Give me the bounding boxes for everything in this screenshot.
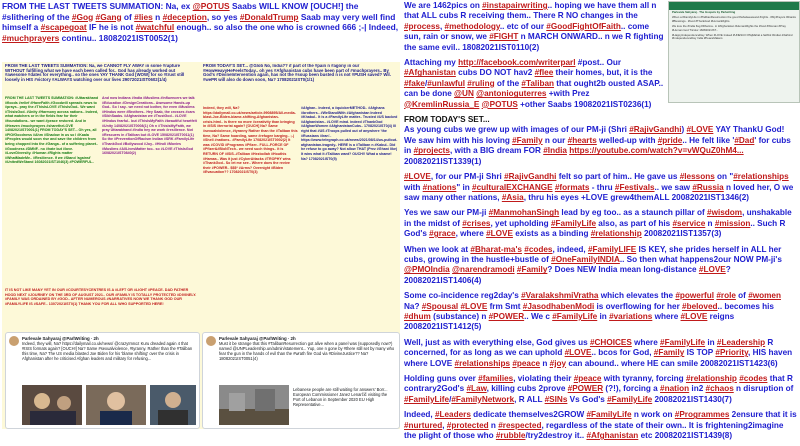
left-headline: [2, 1, 400, 43]
para-text: .. becomes his: [717, 301, 774, 311]
para-text: etc 20082021IST1439(8): [638, 431, 733, 441]
hashtag-link[interactable]: #Asia: [501, 192, 524, 202]
hashtag-link[interactable]: #Russia: [692, 182, 724, 192]
hashtag-link[interactable]: #instapairwriting: [482, 1, 548, 10]
para-text: , for our PM-ji Shri: [430, 172, 505, 182]
headline-text: FROM THE LAST TWEETS SUMMATION: Na, ex: [2, 1, 193, 11]
headline-text: enough.. so also the one who is crowned 666 ;-| Indeed,: [174, 22, 399, 33]
hashtag-link[interactable]: #Programmes: [674, 410, 730, 420]
para-text: ' for cubs in: [404, 135, 791, 156]
hashtag-link[interactable]: #DonaldTrump: [239, 11, 299, 22]
collage-text: #Afghan.. Indeed, a #quickerMETHOD.. #Afghans #brothers.. #WeStandWith #Afghanistan Indeed #Khabul.. It is a #FamilyLife matter.. Trusted #US backed #Afghanistan.. #LOVE mind. indeed #ThankGod #AfghanWomen #AfghanistanCubs.. 17082021IST0(4) Ill right that #US #Troops pulled out of anywhere 'the #Russians #Iran'.. https://www.telegraph.co.uk/news/2021/08/14/us-pullout-afghanistan-tragedy.. HERE is a #Taliban n #Kabul.. Did he refuse to go away? Not allow THAT (Prez #Ghani like) It wins what it #Taliban want? OUCH!! What a shame! Na? 17082021IST0(5): [301, 106, 398, 161]
photo-image: [150, 385, 196, 425]
hashtag-link[interactable]: #LOVE: [486, 229, 513, 239]
para-text: n work on: [631, 410, 675, 420]
para-text: /: [449, 394, 452, 404]
hashtag-link[interactable]: #beloved: [682, 301, 718, 311]
hashtag-link[interactable]: #joy: [549, 358, 567, 368]
para-text: /: [424, 78, 428, 88]
section-heading: FROM TODAY'S SET...: [404, 115, 490, 125]
para-text: We are 1462pics on: [404, 1, 483, 10]
para-text: n: [540, 358, 550, 368]
para-text: .. etc of our: [499, 21, 547, 31]
para-text: , unshakable in the midst of: [404, 208, 792, 228]
paragraph-3: [404, 125, 798, 167]
paragraph-8: [404, 338, 798, 369]
para-text: n our: [542, 135, 568, 145]
hashtag-link[interactable]: #process: [404, 21, 440, 31]
hashtag-link[interactable]: #role: [716, 291, 736, 301]
para-text: ): [681, 125, 687, 135]
hashtag-link[interactable]: #CHOICES: [589, 337, 632, 347]
para-text: IS TOP: [684, 348, 716, 358]
para-text: (substance) n: [430, 311, 489, 321]
hashtag-link[interactable]: #rubble: [495, 431, 526, 441]
para-text: .. come sun, rain or snow, we: [404, 21, 650, 42]
para-text: ,: [442, 420, 447, 430]
para-text: n MARCH ONWARD.. n we R fighting the same evil.. 18082021IST0110(2): [404, 32, 664, 52]
para-text: Vs God's: [567, 394, 608, 404]
hashtag-link[interactable]: #LOVE: [404, 172, 431, 182]
para-text: is overflowing for her: [594, 301, 683, 311]
hashtag-link[interactable]: #LOVE: [564, 348, 592, 358]
para-text: ? Does NEW India mean long-distance: [547, 265, 699, 275]
hashtag-link[interactable]: #FamilyLife: [607, 394, 653, 404]
avatar: [9, 336, 19, 346]
para-text: .. Such R God's: [404, 218, 786, 239]
photo-image: [219, 385, 289, 425]
para-text: cubs DO NOT hav2: [455, 68, 535, 78]
collage-text: Indeed, they will, Na? https://dailymail.co.uk/news/article-9908895/All-media-blast-Joe-Biden-blame-shifting-Afghanistan-crisis.html.. is there no more #creativity than bringing in #ISIS #terrorist again? [OUCH] Na? Same #sexualviolence, #tyranny Rather than the #Taliban this time, Na? Same hoarding, same #refugee barging.. ;-| #Shell #nations.. #FamilyLife 17082021IST0002(2) It was #COVID #Programs #Pfizer.. FULL-FORCE OF #Pfizer&#BioNTech.. we need such things.. it is RETURN OF #ISIS..#Taliban #Hezbollah #Houthis #Hamas.. Was it just #CyberAttacks #TROPHY wins #ThankGod.. So let me see.. Where does the revive their #POWER.. $$$* #Arms? Overnight #Biden #Evacuation?? 17082021IST0(3): [203, 106, 298, 175]
para-text: IS KEY, she prides herself in ALL her cubs, growing in the hustle+bustle of: [404, 244, 782, 264]
hashtag-link[interactable]: #FamilyLife: [404, 394, 450, 404]
hashtag-link[interactable]: #Dad: [734, 135, 755, 145]
hashtag-link[interactable]: #LOVE: [698, 265, 726, 275]
tweet-card[interactable]: [202, 332, 400, 429]
para-text: .. So then what happens2our NOW PM-ji's: [619, 254, 782, 264]
hashtag-link[interactable]: #wisdom: [707, 208, 743, 218]
hashtag-link[interactable]: #scapegoat: [40, 22, 87, 33]
photo-image: [22, 385, 82, 425]
hashtag-link[interactable]: #lies: [134, 11, 153, 22]
para-text: , with a BIG dream FOR: [449, 146, 544, 156]
para-text: n: [488, 420, 499, 430]
para-text: Attaching my: [404, 58, 459, 68]
collage-text: FROM THE LAST TWEETS SUMMATION: #Uttarakhand #floods #relief #HaveFaith #Goodwill spreads news to #prays.. pray the #ThisIsLOVE #ThisIsGod.. We want #ThisIsGod. #Unity #Harmony across nations.. Indeed, what watchers or in the fields fear for their #foundations.. we want #peace restored. And in #Heaven #muchprayers #sharetheLOVE 14082021IST0001(1) FROM TODAY'S SET... Oh yes, all #PIOfGoodness #Ahm #Shadow in us so I #Kaala #Peoples would soon rise and save the children from being chopped into the #Ganga.. of a suffering planet.. #Goodness #DMNF.. no #hate but #love. #LoveDiversity. #Human #Rights matter #WhatMadeMe.. #Resilience. If we #Stand 'against' #UnitedWeStand 16082021IST1046(3) #POWERFUL..: [5, 96, 99, 165]
hashtag-link[interactable]: #dhum: [404, 311, 431, 321]
para-text: , R ALL: [514, 394, 545, 404]
para-text: felt so part of him.. He gave us: [556, 172, 680, 182]
hashtag-link[interactable]: #muchprayers: [2, 32, 60, 43]
hashtag-link[interactable]: #deception: [162, 11, 207, 22]
thumbnail-text: We love the #India flag #Dharma.. in #Afghanistan #HumanRights the #God #Woman #Pray #Human God Tricolor 16082021IST...: [672, 24, 786, 32]
para-text: ? 20082021IST1406(4): [404, 265, 731, 285]
tweet-photo: [150, 385, 196, 425]
hashtag-link[interactable]: #FamilyNetwork: [451, 394, 515, 404]
hashtag-link[interactable]: #fake: [404, 78, 425, 88]
hashtag-link[interactable]: #crises: [462, 218, 491, 228]
hashtag-link[interactable]: #Taliban: [521, 78, 555, 88]
hashtag-link[interactable]: #relationships: [733, 172, 789, 182]
para-text: 20082021IST1357(3): [641, 229, 722, 239]
mention-link[interactable]: @narendramodi: [452, 265, 515, 275]
hashtag-link[interactable]: #FamilyLife: [660, 337, 706, 347]
para-text: As young cubs we grew up with images of our PM-ji (Shri: [404, 125, 630, 135]
para-text: on ": [714, 172, 734, 182]
para-text: lead by eg too.. as a staunch pillar of: [559, 208, 708, 218]
tweet-text: Must it be strange that this #TalibanResurrection got alive when a panel was (supposedly now?) named @UNPLeadership.un/admin/statement... Yup, one n gone by #there still set by many who fear the gun in the hands of evil than the #wrath fire God via #DivineJustice?? Na? 18082021IST0051(4): [219, 341, 395, 361]
hashtag-link[interactable]: #RajivGandhi: [629, 125, 682, 135]
paragraph-2: [404, 58, 666, 110]
para-text: also, as part of his: [596, 218, 673, 228]
hashtag-link[interactable]: #watchful: [135, 22, 175, 33]
tweet-card[interactable]: [5, 332, 200, 429]
hashtag-link[interactable]: #mission: [714, 218, 751, 228]
hashtag-link[interactable]: #Afghanistan: [404, 68, 456, 78]
collage-caps-note: [5, 288, 199, 328]
para-text: n: [705, 218, 715, 228]
hashtag-link[interactable]: #SINs: [544, 394, 568, 404]
hashtag-link[interactable]: #service: [672, 218, 706, 228]
hashtag-link[interactable]: #unlawful: [427, 78, 465, 88]
paragraph-10: [404, 410, 798, 441]
para-text: " in: [456, 182, 473, 192]
hashtag-link[interactable]: #LOVE: [686, 125, 714, 135]
hashtag-link[interactable]: #protected: [446, 420, 489, 430]
hashtag-link[interactable]: #Family: [512, 135, 543, 145]
hashtag-link[interactable]: #Leadership: [716, 337, 766, 347]
hashtag-link[interactable]: #respected: [498, 420, 542, 430]
hashtag-link[interactable]: #FamilyLife: [552, 311, 598, 321]
hashtag-link[interactable]: #Family: [516, 265, 548, 275]
para-text: their homes, but, it is the: [553, 68, 653, 78]
collage-column-3: [203, 106, 298, 236]
hashtag-link[interactable]: #relationships: [454, 358, 511, 368]
para-text: .. hoping we have them all n that ALL cubs R receiving them.. There R NO changes in the: [404, 1, 657, 21]
hashtag-link[interactable]: #hearts: [567, 135, 597, 145]
collage-column-2: [102, 96, 197, 226]
hashtag-link[interactable]: #nations: [422, 182, 457, 192]
para-text: where: [631, 337, 661, 347]
mention-link[interactable]: @POTUS: [192, 1, 230, 11]
hashtag-link[interactable]: #Bharat-ma's: [470, 244, 522, 254]
para-text: .. bcos for God,: [591, 348, 654, 358]
hashtag-link[interactable]: #peace: [573, 374, 602, 383]
hashtag-link[interactable]: #Leaders: [434, 410, 471, 420]
hashtag-link[interactable]: #GoodFightOfFaith: [546, 21, 621, 31]
para-text: 2ensure that it is: [729, 410, 797, 420]
hashtag-link[interactable]: #codes: [524, 244, 553, 254]
para-text: , where: [455, 229, 487, 239]
hashtag-link[interactable]: #relationship: [590, 229, 642, 239]
para-text: , killing cubs 2prove: [486, 384, 568, 394]
hashtag-link[interactable]: #families: [478, 374, 514, 383]
paragraph-7: [404, 291, 798, 333]
mention-link[interactable]: @PMOIndia: [404, 265, 450, 275]
hashtag-link[interactable]: #VaralakshmiVratha: [521, 291, 599, 301]
para-text: welled-up with: [596, 135, 658, 145]
para-text: , indeed,: [552, 244, 588, 254]
para-text: reigns 20082021IST1412(5): [404, 311, 735, 332]
para-text: Holding guns over: [404, 374, 479, 383]
para-text: , yet upholding: [490, 218, 551, 228]
hashtag-link[interactable]: #Law: [466, 384, 487, 394]
hashtag-link[interactable]: #FamilyLife: [586, 410, 632, 420]
para-text: .. we saw: [654, 182, 693, 192]
hashtag-link[interactable]: #relationship: [685, 374, 737, 383]
hashtag-link[interactable]: #lessons: [679, 172, 715, 182]
para-text: #post.. Our: [575, 58, 622, 68]
tweet-text: Indeed, they will, Na? https://dailymail.co.uk/news/ @crazyImnoz Kuru dreaded again 4 that #ISIS formats again? [OUCH!] Na? Same #sexualviolence, #tyranny. Rather than the #Taliban this time, Na? The US media blasted Joe Biden for his 'blame shifting' over the crisis in Afghanistan after he criticised Afghan leaders and military for refusing...: [22, 341, 193, 361]
headline-text: , so yes: [206, 11, 240, 22]
headline-text: Saab may very well find himself a: [2, 11, 396, 33]
hashtag-link[interactable]: #ManmohanSingh: [488, 208, 560, 218]
hashtag-link[interactable]: #women: [748, 291, 781, 301]
para-text: Indeed,: [404, 410, 435, 420]
tweet-photo: [219, 385, 289, 425]
para-text: Some co-incidence reg2day's: [404, 291, 522, 301]
hashtag-link[interactable]: #flee: [534, 68, 554, 78]
hashtag-link[interactable]: #Gog: [71, 11, 94, 22]
para-text: in: [705, 337, 717, 347]
headline-text: n: [152, 11, 163, 22]
hashtag-link[interactable]: #codes: [739, 374, 768, 383]
para-text: frm Smt: [487, 301, 523, 311]
hashtag-link[interactable]: #POWER: [567, 384, 604, 394]
para-text: /try2destroy it..: [525, 431, 587, 441]
hashtag-link[interactable]: #Festivals: [614, 182, 655, 192]
hashtag-link[interactable]: #Afghanistan: [586, 431, 639, 441]
para-text: , regardless of the state of their own.. It is frightening2imagine the plight of those who: [404, 420, 784, 441]
para-text: that R contrary2God's: [404, 374, 793, 394]
para-text: When we look at: [404, 244, 471, 254]
mention-link[interactable]: @KremlinRussia_E: [404, 99, 480, 109]
screenshot-collage: [2, 62, 400, 429]
para-text: where: [652, 311, 681, 321]
collage-text: IT IS NOT LIKE MANY YET IN OUR #COURTESYCENTRES IS A #LEFT OR #LIGHT #PEACE. DAD FATHER HOOD NEXT #JOURNEY ON THE 3RD OF AUGUST 2021.. OUR #FAMILY IS TOTALLY PROTECTED #DIVINELY. #FAMILY WAS ORDAINED BY #GOD.. AFTER NUMEROUS #NARRATIVES NOW WE THANK GOD OUR #FAMILYLIFE IS #SAFE.. 13072021IST0(1) THANK YOU FOR ALL WHO SUPPORTED HERE!: [5, 288, 197, 306]
collage-text: FROM TODAY'S SET... @Glob No, India?? if part of the #pain n #agony in our #HowHeavyHeFeelsToday.. oh yes #Afghanistan cubs have been part of #muchprayers.. By God's #DivineIntervention again, has not the #soup been busted n is not #PUSH saved? Wil. #wePR will also do down soon, Na? 17082021IST0(1/1): [203, 64, 391, 82]
paragraph-6: [404, 245, 798, 287]
paragraph-4: [404, 172, 798, 203]
para-text: of: [735, 291, 749, 301]
tweet-photo: [22, 385, 82, 425]
para-text: - thru: [589, 182, 615, 192]
paragraph-1: [404, 1, 666, 53]
para-text: in: [597, 311, 610, 321]
para-text: .. We c: [524, 311, 553, 321]
hashtag-link[interactable]: #India: [543, 146, 567, 156]
hashtag-link[interactable]: #projects: [413, 146, 450, 156]
hashtag-link[interactable]: #peace: [512, 358, 541, 368]
hashtag-link[interactable]: #OneFamilyINDIA: [551, 254, 620, 264]
hashtag-link[interactable]: #LOVE: [460, 301, 488, 311]
para-text: with: [404, 182, 423, 192]
thumbnail-title: Parlevale Sahyaraj · The Gospels by Parlwriting: [672, 10, 736, 14]
facebook-link[interactable]: http://facebook.com/writerparl: [458, 58, 576, 68]
para-text: 20082021IST1339(1): [404, 156, 482, 166]
youtube-link[interactable]: https://youtube.com/watch?v=vWQuZ0hM4...: [569, 146, 744, 156]
hashtag-link[interactable]: #JasodhabenModi: [522, 301, 595, 311]
collage-text: And now Indians #India #Muslims #influencers we talk #Education #DesignCreations.. Awesome Hands-up God.. So I say.. we need not bother, for even #Muslims #Hindus were #Brothers.. Hey Saab, the crosses #cars #SikhSaabs. #Afghanistan we #TrustGod.. #LOVE #Hindus fearful.. but #ThisIsMyFaith #beautiful heartfelt #Unity 14082021IST0008(1) Oh n #ThisIsMyFaith, we pray Uttarakhand #India hey we work #resilience. Not #Rescuers in #Taliban but #LOVE 15082021IST0011(1) So the #PreventionOfRacism Indian #SRK #FamilyLife #ThankGod #Bollywood #Joy.. #Hindi #Movies #Muslims #AllLivesMatter too.. so #LOVE #ThisIsGod 16082021IST0840(2): [102, 96, 197, 156]
hashtag-link[interactable]: #formats: [554, 182, 590, 192]
para-text: .. He felt like ': [682, 135, 735, 145]
para-text: n loved her, O we saw many other nations,: [404, 182, 794, 202]
para-text: can abound.. where HE can smile 20082021IST1423(6): [566, 358, 778, 368]
hashtag-link[interactable]: #ruling: [467, 78, 495, 88]
para-text: +with Prez: [546, 89, 590, 99]
mention-link[interactable]: @POTUS: [481, 99, 518, 109]
hashtag-link[interactable]: #RajivGandhi: [504, 172, 557, 182]
para-text: n disruption of: [733, 384, 794, 394]
hashtag-link[interactable]: #chaos: [705, 384, 734, 394]
headline-text: of: [121, 11, 135, 22]
hashtag-link[interactable]: #FamilyLIFE: [587, 244, 637, 254]
para-text: , violating their: [513, 374, 574, 383]
hashtag-link[interactable]: #culturalEXCHANGE: [472, 182, 553, 192]
quoted-link-text: Lebanese people are still waiting for answers' Borr... European Commissioner Janez Lenarčič visiting the Port of Lebanon in September 2020 EU High Representative...: [293, 387, 388, 407]
hashtag-link[interactable]: #POWER: [488, 311, 525, 321]
hashtag-link[interactable]: #FIGHT: [489, 32, 519, 42]
paragraph-9: [404, 374, 798, 405]
para-text: in2: [689, 384, 706, 394]
para-text: exists as a binding: [512, 229, 591, 239]
hashtag-link[interactable]: #variations: [609, 311, 653, 321]
para-text: 20082021IST1430(7): [652, 394, 732, 404]
thumbnail-text: #HappyIndependenceDay. When #LOVE Indeed #UNESCO #TajMahal a faithful #Indian #Jaihind #IndependenceDay India #PeaceMakers: [672, 33, 793, 41]
collage-column-1: [5, 96, 100, 226]
para-text: YAY ThankU God! We saw him with his loving: [404, 125, 785, 145]
hashtag-link[interactable]: #pride: [657, 135, 683, 145]
photo-image: [86, 385, 146, 425]
para-text: +other Saabs 19082021IST0236(1): [517, 99, 652, 109]
para-text: , HIS haven where LOVE: [404, 348, 793, 368]
thumbnail-text: When a #FamilyLife in #TalibanResurrection the good #whatweareand #rights.. #MyPrayers #thanks #Blessings.. #God #ThankGod #HumanRights.: [672, 15, 796, 23]
headline-text: Saabs WILL KNOW [OUCH!] the #slithering of the: [2, 1, 359, 22]
paragraph-5: [404, 208, 798, 239]
hashtag-link[interactable]: #nurtured: [404, 420, 443, 430]
para-text: that ought2b ousted ASAP.. can be done: [404, 78, 664, 99]
tweet-author: Parlevale Sahyaraj @ParlWriting · 2h: [219, 336, 296, 341]
hashtag-link[interactable]: #methodology: [444, 21, 500, 31]
hashtag-link[interactable]: #grace: [429, 229, 456, 239]
tweet-author: Parlevale Sahyaraj @ParlWriting · 2h: [22, 336, 99, 341]
hashtag-link[interactable]: #Priority: [715, 348, 749, 358]
mention-link[interactable]: @antonioguterres: [476, 89, 547, 99]
para-text: Yes we saw our PM-ji: [404, 208, 489, 218]
avatar: [206, 336, 216, 346]
para-text: dedicate themselves2GROW: [470, 410, 587, 420]
hashtag-link[interactable]: #nation: [660, 384, 690, 394]
hashtag-link[interactable]: #Spousal: [421, 301, 459, 311]
hashtag-link[interactable]: #Family: [653, 348, 685, 358]
headline-text: IF he is not: [86, 22, 136, 33]
collage-text: FROM THE LAST TWEETS SUMMATION: Na, we CANNOT FLY AWAY in some #rapture WITHOUT fulfilling what we have each been called for.. God has already worked out #awesome #dates for everything.. so the ones YAY THANK God [WOW] for so #trust still loosely in HIS #victory #ALWAYS watching over our lives 29072021IST0602(1/4): [5, 64, 185, 82]
hashtag-link[interactable]: #FamilyLife: [550, 218, 597, 228]
para-text: R concerned, for as long as we can uphold: [404, 337, 774, 358]
hashtag-link[interactable]: #powerful: [675, 291, 715, 301]
hashtag-link[interactable]: #Gang: [95, 11, 122, 22]
para-text: which elevates the: [598, 291, 676, 301]
para-text: , thru his eyes +LOVE grew4themALL 20082021IST1346(2): [523, 192, 750, 202]
para-text: (?!), forcing a: [603, 384, 661, 394]
para-text: Na?: [404, 301, 422, 311]
embedded-screenshot-thumbnail: [668, 1, 800, 103]
collage-column-4: [301, 106, 398, 236]
thumbnail-header-bar: [669, 2, 799, 10]
para-text: of the: [494, 78, 522, 88]
tweet-photo: [86, 385, 146, 425]
mention-link[interactable]: @UN: [454, 89, 474, 99]
para-text: Well, just as with everything else, God gives us: [404, 337, 590, 347]
para-text: ,: [439, 21, 445, 31]
hashtag-link[interactable]: #LOVE: [680, 311, 708, 321]
para-text: with tyranny, forcing: [601, 374, 686, 383]
headline-text: continu.. 18082021IST0052(1): [59, 32, 178, 43]
